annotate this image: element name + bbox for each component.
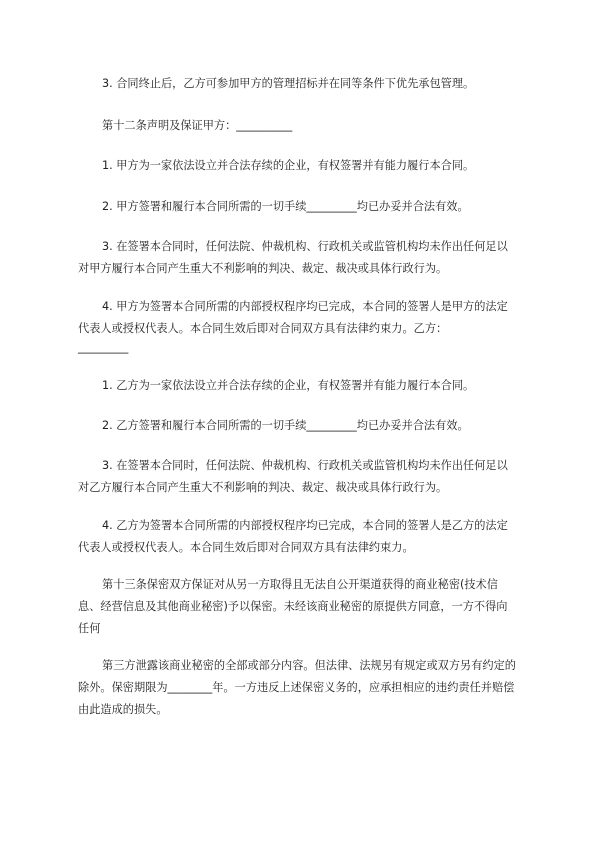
paragraph-contract-termination: 3. 合同终止后，乙方可参加甲方的管理招标并在同等条件下优先承包管理。 — [102, 77, 475, 90]
party-b-blank: _________ — [78, 341, 129, 354]
paragraph-party-b-item-4: 4. 乙方为签署本合同所需的内部授权程序均已完成，本合同的签署人是乙方的法定代表人或授权代表人。本合同生效后即对合同双方具有法律约束力。 — [78, 519, 508, 554]
paragraph-article-13-confidentiality: 第十三条保密双方保证对从另一方取得且无法自公开渠道获得的商业秘密(技术信息、经营信息及其他商业秘密)予以保密。未经该商业秘密的原提供方同意，一方不得向任何 — [78, 578, 508, 635]
paragraph-party-b-item-2: 2. 乙方签署和履行本合同所需的一切手续_________均已办妥并合法有效。 — [102, 419, 469, 432]
paragraph-party-a-item-2: 2. 甲方签署和履行本合同所需的一切手续_________均已办妥并合法有效。 — [102, 200, 469, 213]
paragraph-party-a-item-4: 4. 甲方为签署本合同所需的内部授权程序均已完成，本合同的签署人是甲方的法定代表人或授权代表人。本合同生效后即对合同双方具有法律约束力。乙方： — [78, 300, 508, 335]
paragraph-party-b-item-3: 3. 在签署本合同时，任何法院、仲裁机构、行政机关或监管机构均未作出任何足以对乙方履行本合同产生重大不利影响的判决、裁定、裁决或具体行政行为。 — [78, 459, 508, 494]
paragraph-party-b-item-1: 1. 乙方为一家依法设立并合法存续的企业，有权签署并有能力履行本合同。 — [102, 379, 475, 392]
paragraph-party-a-item-3: 3. 在签署本合同时，任何法院、仲裁机构、行政机关或监管机构均未作出任何足以对甲方履行本合同产生重大不利影响的判决、裁定、裁决或具体行政行为。 — [78, 240, 508, 275]
paragraph-article-12-heading: 第十二条声明及保证甲方：__________ — [102, 119, 293, 132]
paragraph-confidentiality-continued: 第三方泄露该商业秘密的全部或部分内容。但法律、法规另有规定或双方另有约定的除外。保密期限为________年。一方违反上述保密义务的，应承担相应的违约责任并赔偿由此造成的损失。 — [78, 659, 516, 716]
paragraph-party-a-item-1: 1. 甲方为一家依法设立并合法存续的企业，有权签署并有能力履行本合同。 — [102, 159, 475, 172]
